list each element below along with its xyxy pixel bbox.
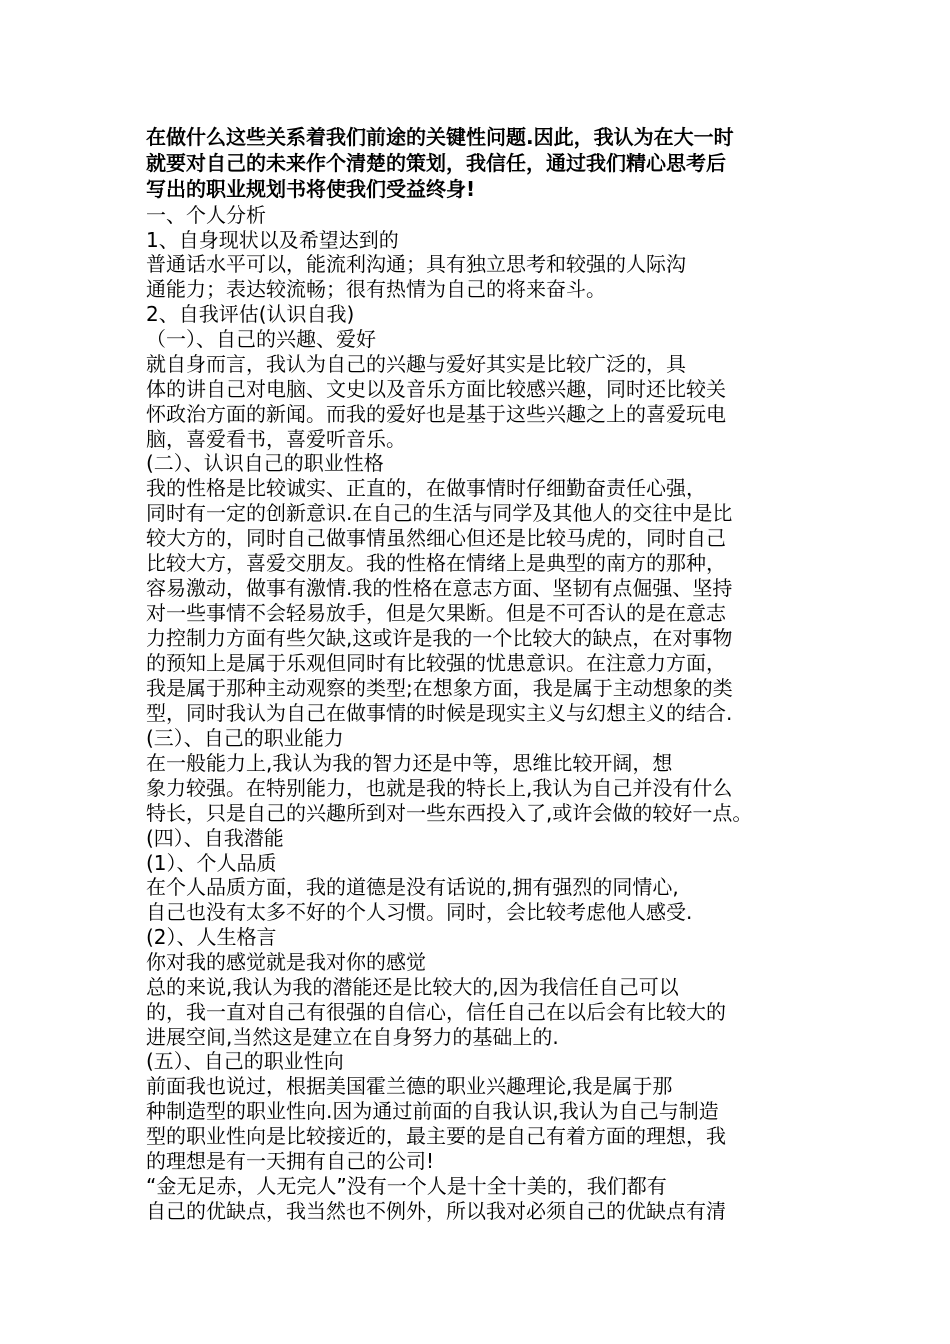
text-line: 的理想是有一天拥有自己的公司!: [146, 1149, 435, 1173]
text-line: 写出的职业规划书将使我们受益终身!: [146, 177, 476, 201]
subsection-heading: （一）、自己的兴趣、爱好: [146, 327, 376, 351]
text-line: 就要对自己的未来作个清楚的策划，我信任，通过我们精心思考后: [146, 151, 726, 175]
text-line: 自己也没有太多不好的个人习惯。同时，会比较考虑他人感受.: [146, 900, 693, 924]
text-line: 的预知上是属于乐观但同时有比较强的忧患意识。在注意力方面，: [146, 651, 726, 675]
text-line: 比较大方，喜爱交朋友。我的性格在情绪上是典型的南方的那种，: [146, 551, 726, 575]
subsection-heading: (1）、个人品质: [146, 851, 277, 875]
text-line: 较大方的，同时自己做事情虽然细心但还是比较马虎的，同时自己: [146, 526, 726, 550]
text-line: 普通话水平可以，能流利沟通；具有独立思考和较强的人际沟: [146, 252, 686, 276]
text-line: 象力较强。在特别能力，也就是我的特长上,我认为自己并没有什么: [146, 776, 733, 800]
text-line: 总的来说,我认为我的潜能还是比较大的,因为我信任自己可以: [146, 975, 679, 999]
text-line: 型的职业性向是比较接近的，最主要的是自己有着方面的理想，我: [146, 1124, 726, 1148]
text-line: 容易激动，做事有激情.我的性格在意志方面、坚韧有点倔强、坚持: [146, 576, 733, 600]
subsection-heading: 2、自我评估(认识自我): [146, 302, 355, 326]
text-line: 力控制力方面有些欠缺,这或许是我的一个比较大的缺点，在对事物: [146, 626, 733, 650]
text-line: 前面我也说过，根据美国霍兰德的职业兴趣理论,我是属于那: [146, 1074, 673, 1098]
subsection-heading: 1、自身现状以及希望达到的: [146, 228, 399, 252]
text-line: 种制造型的职业性向.因为通过前面的自我认识,我认为自己与制造: [146, 1099, 719, 1123]
text-line: 就自身而言，我认为自己的兴趣与爱好其实是比较广泛的，具: [146, 352, 686, 376]
text-line: 在个人品质方面，我的道德是没有话说的,拥有强烈的同情心,: [146, 875, 679, 899]
text-line: 的，我一直对自己有很强的自信心，信任自己在以后会有比较大的: [146, 1000, 726, 1024]
text-line: 通能力；表达较流畅；很有热情为自己的将来奋斗。: [146, 277, 606, 301]
text-line: 体的讲自己对电脑、文史以及音乐方面比较感兴趣，同时还比较关: [146, 377, 726, 401]
subsection-heading: (2）、人生格言: [146, 925, 277, 949]
text-line: 你对我的感觉就是我对你的感觉: [146, 950, 426, 974]
text-line: 自己的优缺点，我当然也不例外，所以我对必须自己的优缺点有清: [146, 1199, 726, 1223]
text-line: 型，同时我认为自己在做事情的时候是现实主义与幻想主义的结合.: [146, 701, 733, 725]
subsection-heading: (五）、自己的职业性向: [146, 1049, 344, 1073]
subsection-heading: (二）、认识自己的职业性格: [146, 451, 384, 475]
subsection-heading: (三）、自己的职业能力: [146, 726, 344, 750]
text-line: 我的性格是比较诚实、正直的，在做事情时仔细勤奋责任心强，: [146, 476, 706, 500]
text-line: 进展空间,当然这是建立在自身努力的基础上的.: [146, 1025, 559, 1049]
text-line: 同时有一定的创新意识.在自己的生活与同学及其他人的交往中是比: [146, 501, 733, 525]
text-line: 我是属于那种主动观察的类型;在想象方面，我是属于主动想象的类: [146, 676, 733, 700]
text-line: 在做什么这些关系着我们前途的关键性问题.因此，我认为在大一时: [146, 125, 734, 149]
text-line: 特长，只是自己的兴趣所到对一些东西投入了,或许会做的较好一点。: [146, 801, 753, 825]
text-line: “金无足赤，人无完人”没有一个人是十全十美的，我们都有: [146, 1174, 667, 1198]
subsection-heading: (四）、自我潜能: [146, 826, 284, 850]
section-heading: 一、个人分析: [146, 203, 266, 227]
text-line: 对一些事情不会轻易放手，但是欠果断。但是不可否认的是在意志: [146, 601, 726, 625]
text-line: 在一般能力上,我认为我的智力还是中等，思维比较开阔，想: [146, 751, 673, 775]
text-line: 脑，喜爱看书，喜爱听音乐。: [146, 427, 406, 451]
text-line: 怀政治方面的新闻。而我的爱好也是基于这些兴趣之上的喜爱玩电: [146, 402, 726, 426]
